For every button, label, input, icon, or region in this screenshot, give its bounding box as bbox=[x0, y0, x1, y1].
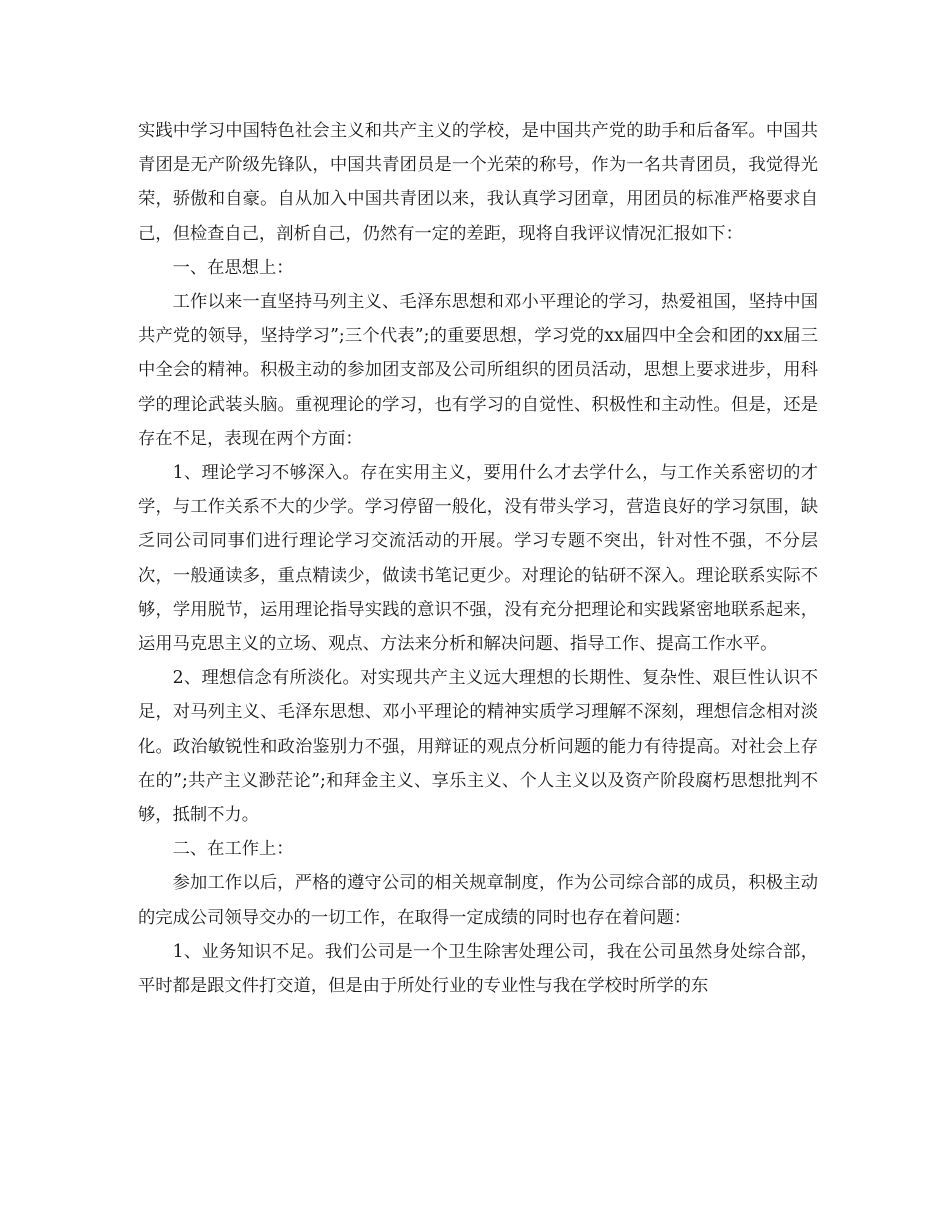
paragraph-work: 参加工作以后，严格的遵守公司的相关规章制度，作为公司综合部的成员，积极主动的完成公司领导交办的一切工作，在取得一定成绩的同时也存在着问题： bbox=[138, 873, 818, 928]
section-heading-work: 二、在工作上： bbox=[172, 839, 294, 860]
paragraph-business-knowledge: 1、业务知识不足。我们公司是一个卫生除害处理公司，我在公司虽然身处综合部，平时都是跟文件打交道，但是由于所处行业的专业性与我在学校时所学的东 bbox=[138, 941, 818, 997]
section-heading-ideology: 一、在思想上： bbox=[172, 257, 294, 278]
paragraph-theory-study: 1、理论学习不够深入。存在实用主义，要用什么才去学什么，与工作关系密切的才学，与工作关系不大的少学。学习停留一般化，没有带头学习，营造良好的学习氛围，缺乏同公司同事们进行理论学习交流活动的开展。学习专题不突出，针对性不强，不分层次，一般通读多，重点精读少，做读书笔记更少。对理论的钻研不深入。理论联系实际不够，学用脱节，运用理论指导实践的意识不强，没有充分把理论和实践紧密地联系起来，运用马克思主义的立场、观点、方法来分析和解决问题、指导工作、提高工作水平。 bbox=[138, 463, 818, 655]
paragraph-ideals-belief: 2、理想信念有所淡化。对实现共产主义远大理想的长期性、复杂性、艰巨性认识不足，对马列主义、毛泽东思想、邓小平理论的精神实质学习理解不深刻，理想信念相对淡化。政治敏锐性和政治鉴别力不强，用辩证的观点分析问题的能力有待提高。对社会上存在的”;共产主义渺茫论”;和拜金主义、享乐主义、个人主义以及资产阶段腐朽思想批判不够，抵制不力。 bbox=[138, 668, 818, 826]
paragraph-ideology: 工作以来一直坚持马列主义、毛泽东思想和邓小平理论的学习，热爱祖国，坚持中国共产党的领导，坚持学习”;三个代表”;的重要思想，学习党的xx届四中全会和团的xx届三中全会的精神。积极主动的参加团支部及公司所组织的团员活动，思想上要求进步，用科学的理论武装头脑。重视理论的学习，也有学习的自觉性、积极性和主动性。但是，还是存在不足，表现在两个方面： bbox=[138, 292, 818, 449]
document-body bbox=[138, 114, 818, 1003]
paragraph-intro-continued: 实践中学习中国特色社会主义和共产主义的学校，是中国共产党的助手和后备军。中国共青团是无产阶级先锋队，中国共青团员是一个光荣的称号，作为一名共青团员，我觉得光荣，骄傲和自豪。自从加入中国共青团以来，我认真学习团章，用团员的标准严格要求自己，但检查自己，剖析自己，仍然有一定的差距，现将自我评议情况汇报如下： bbox=[138, 121, 818, 244]
